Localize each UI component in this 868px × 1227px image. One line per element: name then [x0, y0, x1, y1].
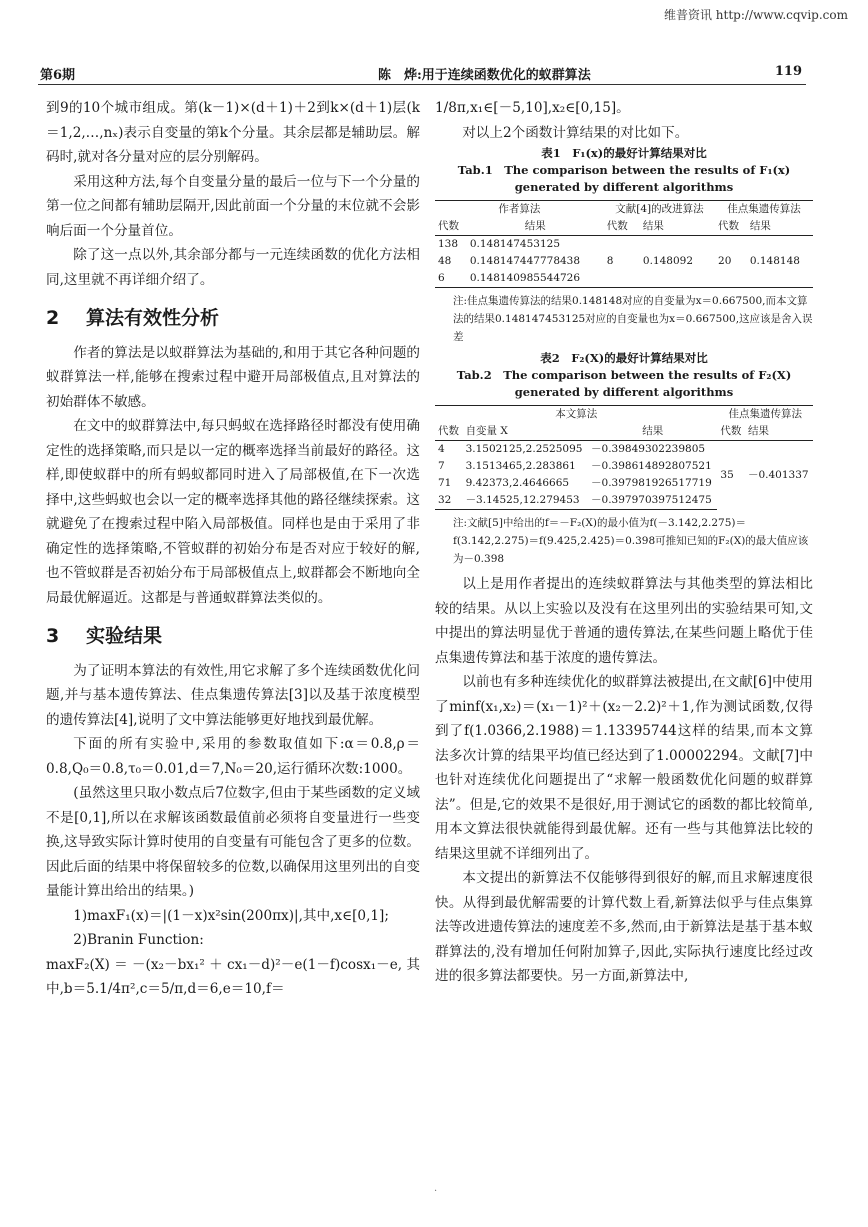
table-row	[435, 253, 813, 270]
page-number: 119	[774, 64, 802, 79]
table-1	[435, 200, 813, 288]
table-cell: 32	[435, 492, 463, 510]
table-cell: 4	[438, 443, 445, 455]
right-column	[435, 96, 813, 989]
paragraph: 以前也有多种连续优化的蚁群算法被提出,在文献[6]中使用了minf(x₁,x₂)＝(x₁－1)²＋(x₂－2.2)²＋1,作为测试函数,仅得到了f(1.0366,2.1988)＝1.13395744这样的结果,而本文算法多次计算的结果平均值已经达到了1.00002294。文献[7]中也针对连续优化问题提出了“求解一般函数优化问题的蚁群算法”。但是,它的效果不是很好,用于测试它的函数的都比较简单,用本文算法很快就能得到最优解。还有一些与其他算法比较的结果这里就不详细列出了。	[435, 674, 813, 862]
table-cell: －0.397970397512475	[588, 492, 717, 510]
table-row	[435, 270, 813, 288]
paragraph: 在文中的蚁群算法中,每只蚂蚁在选择路径时都没有使用确定性的选择策略,而只是以一定的概率选择当前最好的路径。这样,即使蚁群中的所有蚂蚁都同时进入了局部极值,在下一次选择中,这些蚂蚁也会以一定的概率选择其他的路径继续探索。这就避免了在搜索过程中陷入局部极值。同样也是由于采用了非确定性的选择策略,不管蚁群的初始分布是否对应于较好的解,也不管蚁群是否初始分布于局部极值点上,蚁群都会不断地向全局最优解逼近。这都是与普通蚁群算法类似的。	[46, 418, 420, 606]
column-header: 代数	[715, 218, 747, 236]
issue-label: 第6期	[40, 68, 76, 83]
column-header: 结果	[640, 218, 715, 236]
paragraph: 对以上2个函数计算结果的对比如下。	[462, 124, 689, 141]
table2-caption-zh: 表2 F₂(X)的最好计算结果对比	[540, 351, 708, 365]
column-header: 结果	[747, 218, 813, 236]
column-header: 代数	[435, 423, 463, 441]
table-group-header: 佳点集遗传算法	[717, 406, 813, 424]
section-heading-2	[46, 306, 420, 331]
table-cell: 0.148147453125	[469, 238, 560, 250]
section-title: 实验结果	[86, 625, 163, 647]
table-cell: 0.148147447778438	[469, 255, 581, 267]
table-cell: 48	[438, 255, 452, 267]
paragraph: 2)Branin Function:	[73, 932, 204, 948]
table2-caption-en: Tab.2 The comparison between the results of F₂(X)	[456, 368, 792, 382]
header-title: 陈 烨:用于连续函数优化的蚁群算法	[378, 68, 591, 83]
paragraph: 为了证明本算法的有效性,用它求解了多个连续函数优化问题,并与基本遗传算法、佳点集遗传算法[3]以及基于浓度模型的遗传算法[4],说明了文中算法能够更好地找到最优解。	[46, 662, 420, 728]
table1-caption-zh: 表1 F₁(x)的最好计算结果对比	[541, 146, 707, 160]
column-header: 自变量 X	[463, 423, 588, 441]
section-title: 算法有效性分析	[86, 307, 220, 329]
table-cell: 71	[438, 477, 452, 489]
running-header	[38, 62, 806, 85]
table-cell: －0.39849302239805	[591, 443, 706, 455]
table-cell: 6	[435, 270, 467, 288]
paragraph: 作者的算法是以蚁群算法为基础的,和用于其它各种问题的蚁群算法一样,能够在搜索过程中避开局部极值点,且对算法的初始群体不敏感。	[46, 344, 420, 410]
table-cell: 3.1502125,2.2525095	[465, 443, 583, 455]
table-cell: 0.148148	[749, 255, 800, 267]
table-cell: 20	[718, 255, 732, 267]
table2-caption-en-2: generated by different algorithms	[514, 385, 734, 399]
table1-caption-en-2: generated by different algorithms	[514, 180, 734, 194]
section-number: 3	[46, 625, 60, 647]
table-cell: －3.14525,12.279453	[463, 492, 588, 510]
table-cell: －0.397981926517719	[591, 477, 712, 489]
table-cell: 8	[606, 255, 614, 267]
left-column	[46, 96, 420, 1002]
table-cell: 138	[438, 238, 459, 250]
formula-1: 1)maxF₁(x)＝|(1－x)x²sin(200πx)|,其中,x∈[0,1];	[73, 907, 389, 924]
table-group-header: 文献[4]的改进算法	[604, 201, 715, 219]
table-cell: 9.42373,2.4646665	[465, 477, 570, 489]
table2-caption	[435, 350, 813, 401]
table-cell: 0.148140985544726	[467, 270, 604, 288]
table-cell: 7	[438, 460, 445, 472]
paragraph: 采用这种方法,每个自变量分量的最后一位与下一个分量的第一位之间都有辅助层隔开,因此前面一个分量的末位就不会影响后面一个分量首位。	[46, 173, 420, 239]
table2-note: 注:文献[5]中给出的f＝－F₂(X)的最小值为f(－3.142,2.275)＝f(3.142,2.275)＝f(9.425,2.425)＝0.398可推知已知的F₂(X)的最大值应该为－0.398	[453, 517, 809, 565]
table-2	[435, 405, 813, 510]
table1-caption	[435, 145, 813, 196]
section-number: 2	[46, 307, 60, 329]
paragraph: 本文提出的新算法不仅能够得到很好的解,而且求解速度很快。从得到最优解需要的计算代数上看,新算法似乎与佳点集算法等改进遗传算法的速度差不多,然而,由于新算法是基于基本蚁群算法的,没有增加任何附加算子,因此,实际执行速度比经过改进的很多算法都要快。另一方面,新算法中,	[435, 870, 813, 984]
paragraph: 1/8π,x₁∈[－5,10],x₂∈[0,15]。	[435, 100, 630, 116]
table-group-header: 佳点集遗传算法	[715, 201, 813, 219]
paragraph: 除了这一点以外,其余部分都与一元连续函数的优化方法相同,这里就不再详细介绍了。	[46, 247, 420, 288]
paragraph: 下面的所有实验中,采用的参数取值如下:α＝0.8,ρ＝0.8,Q₀＝0.8,τ₀＝0.01,d＝7,N₀＝20,运行循环次数:1000。	[46, 736, 420, 777]
paragraph: 到9的10个城市组成。第(k－1)×(d＋1)＋2到k×(d＋1)层(k＝1,2,…,nₓ)表示自变量的第k个分量。其余层都是辅助层。解码时,就对各分量对应的层分别解码。	[46, 100, 420, 165]
scan-mark: ·	[434, 1186, 438, 1197]
column-header: 代数	[435, 218, 467, 236]
column-header: 结果	[588, 423, 717, 441]
table-row	[435, 441, 813, 459]
column-header: 结果	[467, 218, 604, 236]
column-header: 代数	[717, 423, 745, 441]
paragraph: 以上是用作者提出的连续蚁群算法与其他类型的算法相比较的结果。从以上实验以及没有在这里列出的实验结果可知,文中提出的算法明显优于普通的遗传算法,在某些问题上略优于佳点集遗传算法和基于浓度的遗传算法。	[435, 576, 813, 666]
table1-caption-en: Tab.1 The comparison between the results of F₁(x)	[457, 163, 791, 177]
paragraph: (虽然这里只取小数点后7位数字,但由于某些函数的定义域不是[0,1],所以在求解该函数最值前必须将自变量进行一些变换,这导致实际计算时使用的自变量有可能包含了更多的位数。因此后面的结果中将保留较多的位数,以确保用这里列出的自变量能计算出给出的结果。)	[46, 785, 420, 899]
section-heading-3	[46, 624, 420, 649]
watermark: 维普资讯 http://www.cqvip.com	[663, 8, 848, 22]
table-group-header: 本文算法	[435, 406, 717, 424]
table-cell: －0.401337	[747, 468, 809, 481]
column-header: 代数	[604, 218, 640, 236]
table-group-header: 作者算法	[435, 201, 604, 219]
table-cell: 35	[720, 468, 734, 481]
table1-note: 注:佳点集遗传算法的结果0.148148对应的自变量为x＝0.667500,而本文算法的结果0.148147453125对应的自变量也为x＝0.667500,这应该是舍入误差	[453, 295, 813, 343]
column-header: 结果	[745, 423, 813, 441]
table-row	[435, 236, 813, 254]
table-cell: 0.148092	[642, 255, 694, 267]
formula-2: maxF₂(X)＝－(x₂－bx₁²＋cx₁－d)²－e(1－f)cosx₁－e,其中,b＝5.1/4π²,c＝5/π,d＝6,e＝10,f＝	[46, 956, 420, 997]
table-cell: 3.1513465,2.283861	[465, 460, 576, 472]
table-cell: －0.398614892807521	[591, 460, 712, 472]
